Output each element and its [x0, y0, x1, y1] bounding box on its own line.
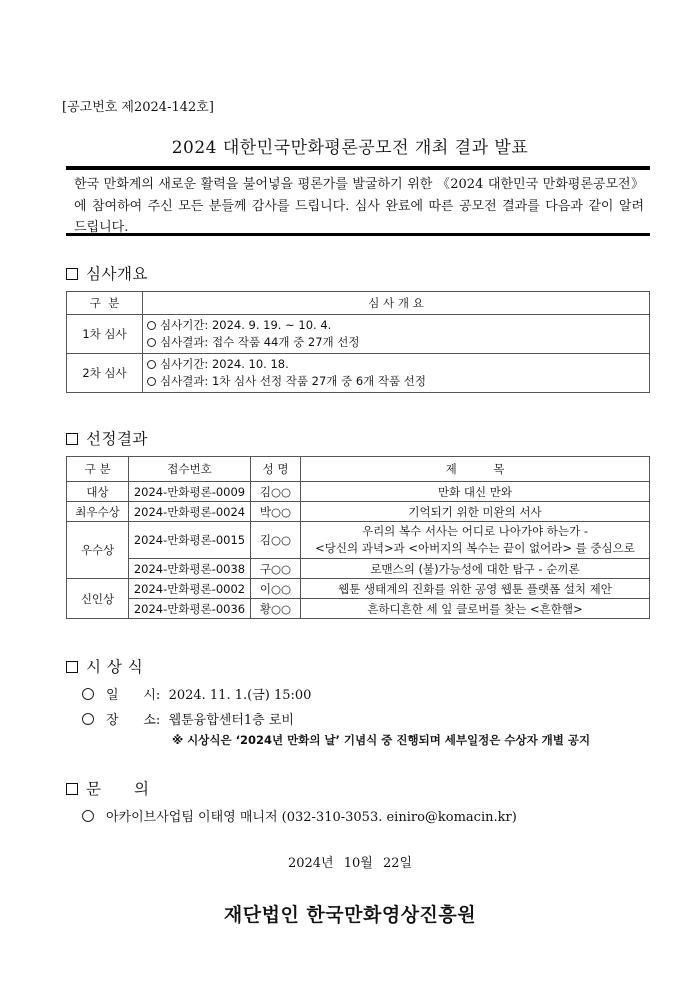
section-ceremony-title: 시 상 식	[86, 658, 144, 676]
review-table	[66, 291, 650, 393]
section-contact-heading	[66, 777, 150, 799]
review-result: 심사결과: 1차 심사 선정 작품 27개 중 6개 작품 선정	[160, 374, 427, 388]
award-cell: 우수상	[67, 522, 129, 579]
section-ceremony-heading	[66, 655, 143, 677]
ceremony-note: ※ 시상식은 ‘2024년 만화의 날’ 기념식 중 진행되며 세부일정은 수상자 개별 공지	[172, 733, 591, 747]
work-title-cell: 로맨스의 (불)가능성에 대한 탐구 - 순끼론	[301, 559, 650, 579]
page-title: 2024 대한민국만화평론공모전 개최 결과 발표	[171, 138, 529, 158]
ceremony-date-value: 2024. 11. 1.(금) 15:00	[168, 688, 312, 703]
name-cell: 황○○	[251, 599, 301, 619]
award-cell: 신인상	[67, 579, 129, 619]
circle-bullet-icon	[147, 360, 156, 369]
section-results-heading	[66, 427, 148, 449]
review-period: 심사기간: 2024. 10. 18.	[160, 357, 289, 371]
review-result: 심사결과: 접수 작품 44개 중 27개 선정	[160, 335, 360, 349]
section-review-title: 심사개요	[86, 265, 148, 283]
table-header-cell: 접수번호	[129, 457, 251, 482]
circle-bullet-icon	[82, 810, 94, 822]
review-stage-label: 2차 심사	[67, 354, 143, 393]
notice-date: 2024년 10월 22일	[287, 856, 413, 871]
entry-number-cell: 2024-만화평론-0015	[129, 522, 251, 559]
entry-number-cell: 2024-만화평론-0036	[129, 599, 251, 619]
review-period: 심사기간: 2024. 9. 19. ~ 10. 4.	[160, 318, 332, 332]
name-cell: 김○○	[251, 482, 301, 502]
circle-bullet-icon	[82, 713, 94, 725]
results-table	[66, 456, 650, 619]
section-review-heading	[66, 262, 148, 284]
circle-bullet-icon	[147, 321, 156, 330]
table-row	[67, 599, 650, 619]
section-results-title: 선정결과	[86, 430, 148, 448]
review-details	[143, 354, 650, 393]
table-header-row	[67, 292, 650, 315]
square-bullet-icon	[66, 783, 78, 795]
name-cell: 김○○	[251, 522, 301, 559]
table-header-cell: 제 목	[301, 457, 650, 482]
ceremony-place-label: 장 소:	[106, 713, 161, 728]
circle-bullet-icon	[82, 688, 94, 700]
review-details	[143, 315, 650, 354]
square-bullet-icon	[66, 661, 78, 673]
table-header-cell: 성 명	[251, 457, 301, 482]
work-title-line: 우리의 복수 서사는 어디로 나아가야 하는가 -	[361, 524, 589, 538]
work-title-line: <당신의 과녁>과 <아버지의 복수는 끝이 없어라> 를 중심으로	[315, 541, 635, 555]
work-title-cell: 기억되기 위한 미완의 서사	[301, 502, 650, 522]
table-row	[67, 354, 650, 393]
award-cell: 대상	[67, 482, 129, 502]
table-row	[67, 502, 650, 522]
table-row	[67, 315, 650, 354]
table-header-cell: 심 사 개 요	[143, 292, 650, 315]
table-row	[67, 579, 650, 599]
table-row	[67, 522, 650, 559]
square-bullet-icon	[66, 268, 78, 280]
award-cell: 최우수상	[67, 502, 129, 522]
table-header-row	[67, 457, 650, 482]
ceremony-place-value: 웹툰융합센터1층 로비	[168, 713, 294, 728]
table-header-cell: 구 분	[67, 292, 143, 315]
intro-box	[66, 166, 650, 236]
contact-line	[82, 806, 517, 825]
name-cell: 이○○	[251, 579, 301, 599]
intro-text: 한국 만화계의 새로운 활력을 불어넣을 평론가를 발굴하기 위한 《2024 대한민국 만화평론공모전》에 참여하여 주신 모든 분들께 감사를 드립니다. 심사 완료에 따른 공모전 결과를 다음과 같이 알려 드립니다.	[74, 177, 644, 235]
organization-name: 재단법인 한국만화영상진흥원	[223, 904, 477, 926]
table-row	[67, 482, 650, 502]
notice-number: [공고번호 제2024-142호]	[62, 100, 214, 115]
name-cell: 박○○	[251, 502, 301, 522]
name-cell: 구○○	[251, 559, 301, 579]
table-row	[67, 559, 650, 579]
circle-bullet-icon	[147, 377, 156, 386]
contact-text: 아카이브사업팀 이태영 매니저 (032-310-3053. einiro@komacin.kr)	[106, 810, 517, 825]
table-header-cell: 구 분	[67, 457, 129, 482]
circle-bullet-icon	[147, 338, 156, 347]
entry-number-cell: 2024-만화평론-0002	[129, 579, 251, 599]
work-title-cell: 흔하디흔한 세 잎 클로버를 찾는 <흔한햄>	[301, 599, 650, 619]
section-contact-title: 문 의	[86, 780, 150, 798]
entry-number-cell: 2024-만화평론-0038	[129, 559, 251, 579]
entry-number-cell: 2024-만화평론-0024	[129, 502, 251, 522]
work-title-cell: 만화 대신 만와	[301, 482, 650, 502]
work-title-cell: 웹툰 생태계의 진화를 위한 공영 웹툰 플랫폼 설치 제안	[301, 579, 650, 599]
ceremony-date	[82, 684, 311, 703]
entry-number-cell: 2024-만화평론-0009	[129, 482, 251, 502]
ceremony-place	[82, 709, 294, 728]
work-title-cell	[301, 522, 650, 559]
ceremony-date-label: 일 시:	[106, 688, 161, 703]
review-stage-label: 1차 심사	[67, 315, 143, 354]
square-bullet-icon	[66, 433, 78, 445]
